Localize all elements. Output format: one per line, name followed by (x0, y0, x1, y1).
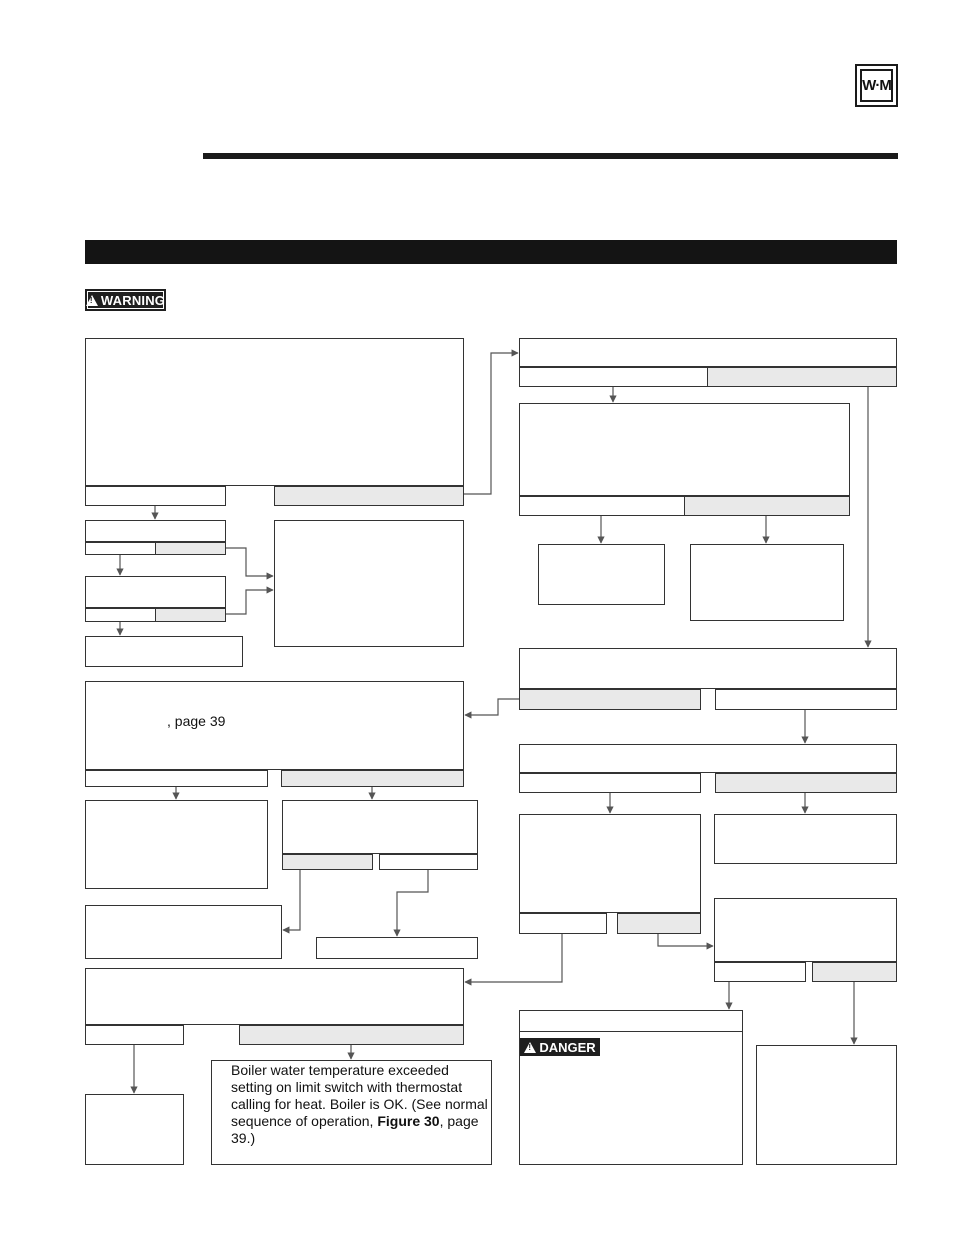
danger-label: DANGER (539, 1039, 596, 1055)
logo-mark: W·M (860, 69, 893, 102)
final-result-figure-ref: Figure 30 (377, 1113, 440, 1129)
warning-label: WARNING (100, 292, 166, 308)
final-result-part1: Boiler water temperature exceeded setting on limit switch with thermostat calling for heat. Boiler is OK. (See normal sequence of operation, (231, 1062, 488, 1129)
arrow-a-no-to-g (464, 353, 518, 494)
arrow-k-yes-to-f (465, 934, 562, 982)
arrow-e-yes-to-result (283, 870, 300, 930)
arrow-i-yes-to-d (465, 699, 519, 715)
arrow-b-no-to-remedy (226, 548, 273, 576)
arrow-c-no-to-remedy (226, 590, 273, 614)
arrow-k-no-to-l (658, 934, 713, 946)
arrow-e-no-to-result (397, 870, 428, 936)
step-d-page-ref: , page 39 (167, 713, 226, 729)
final-result-part2: , page 39.) (231, 1113, 479, 1146)
